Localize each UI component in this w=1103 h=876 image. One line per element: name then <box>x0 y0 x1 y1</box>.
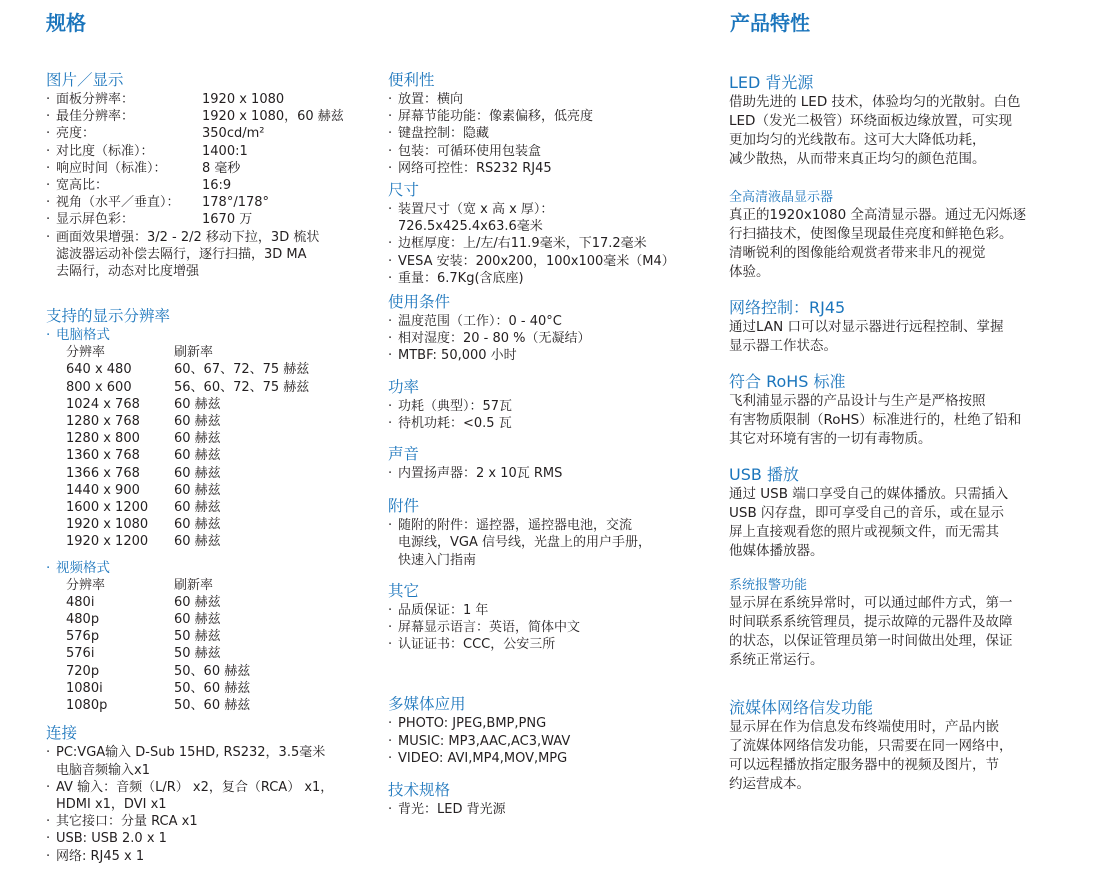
conditions-section <box>388 293 708 365</box>
cell: 720p <box>66 663 100 679</box>
spec-item: · 随附的附件：遥控器，遥控器电池，交流 <box>398 517 708 534</box>
feature-line: 更加均匀的光线散布。这可大大降低功耗， <box>729 132 986 148</box>
multimedia-title: 多媒体应用 <box>388 695 466 714</box>
connection-item: · AV 输入：音频（L/R） x2，复合（RCA） x1， <box>56 779 376 796</box>
tech-spec-title: 技术规格 <box>388 781 451 800</box>
sound-title: 声音 <box>388 445 420 464</box>
spec-item: · VESA 安装：200x200，100x100毫米（M4） <box>398 253 708 270</box>
feature-line: 借助先进的 LED 技术，体验均匀的光散射。白色 <box>729 94 1021 110</box>
cell: 1280 x 768 <box>66 414 140 430</box>
cell: 50 赫兹 <box>174 629 221 645</box>
feature-line: 体验。 <box>729 264 770 280</box>
feature-line: 飞利浦显示器的产品设计与生产是严格按照 <box>729 393 986 409</box>
spec-value: 1400:1 <box>202 143 248 159</box>
spec-item: · 键盘控制：隐藏 <box>398 125 708 142</box>
cell: 480i <box>66 594 95 610</box>
feature-line: 有害物质限制（RoHS）标准进行的，杜绝了铅和 <box>729 412 1022 428</box>
feature-line: 了流媒体网络信发功能，只需要在同一网络中， <box>729 738 1013 754</box>
spec-item: · 放置：横向 <box>398 91 708 108</box>
spec-item-cont: 电源线，VGA 信号线，光盘上的用户手册， <box>398 535 651 551</box>
spec-key: · 响应时间（标准）： <box>56 160 202 177</box>
spec-item: · 内置扬声器：2 x 10瓦 RMS <box>398 465 708 482</box>
column-header: 分辨率 <box>66 345 106 361</box>
connection-item-cont: HDMI x1，DVI x1 <box>56 796 167 812</box>
table-row <box>66 697 376 714</box>
other-section <box>388 582 708 654</box>
multimedia-section <box>388 695 708 767</box>
feature-line: 行扫描技术，使图像呈现最佳亮度和鲜艳色彩。 <box>729 226 1013 242</box>
column-header: 刷新率 <box>174 577 214 593</box>
size-section <box>388 181 708 287</box>
cell: 50 赫兹 <box>174 646 221 662</box>
spec-value: 8 毫秒 <box>202 160 241 176</box>
table-row <box>66 533 376 550</box>
cell: 1920 x 1200 <box>66 534 149 550</box>
feature-title: USB 播放 <box>729 465 799 484</box>
feature-line: USB 闪存盘，即可享受自己的音乐，或在显示 <box>729 505 1005 521</box>
spec-item: · MTBF: 50,000 小时 <box>398 347 708 364</box>
cell: 60、67、72、75 赫兹 <box>174 362 310 378</box>
table-row <box>66 594 376 611</box>
feature-line: 的状态，以保证管理员第一时间做出处理，保证 <box>729 633 1013 649</box>
table-row <box>66 413 376 430</box>
cell: 1920 x 1080 <box>66 517 149 533</box>
spec-key: · 视角（水平／垂直）： <box>56 194 202 211</box>
spec-row <box>56 177 376 194</box>
sound-section <box>388 445 708 482</box>
picture-display-section <box>46 71 376 280</box>
spec-key: · 亮度： <box>56 125 202 142</box>
feature-streaming <box>729 698 1069 794</box>
spec-item: · PHOTO: JPEG,BMP,PNG <box>398 715 708 732</box>
specs-title: 规格 <box>46 11 86 35</box>
spec-value: 1670 万 <box>202 212 253 228</box>
spec-value: 178°/178° <box>202 195 270 211</box>
spec-item-cont: 快速入门指南 <box>398 552 477 568</box>
feature-alarm <box>729 577 1069 670</box>
spec-item: · 重量：6.7Kg(含底座) <box>398 270 708 287</box>
cell: 576p <box>66 629 100 645</box>
cell: 60 赫兹 <box>174 465 221 481</box>
spec-item: · 认证证书：CCC，公安三所 <box>398 636 708 653</box>
spec-row <box>56 125 376 142</box>
table-row <box>66 465 376 482</box>
feature-title: 符合 RoHS 标准 <box>729 372 846 391</box>
cell: 60 赫兹 <box>174 482 221 498</box>
cell: 50、60 赫兹 <box>174 698 251 714</box>
cell: 800 x 600 <box>66 379 132 395</box>
table-row <box>66 499 376 516</box>
spec-item: · 包装：可循环使用包装盒 <box>398 143 708 160</box>
cell: 60 赫兹 <box>174 534 221 550</box>
resolutions-section <box>46 307 376 714</box>
picture-display-title: 图片／显示 <box>46 71 124 89</box>
spec-key: · 面板分辨率： <box>56 91 202 108</box>
conditions-title: 使用条件 <box>388 293 451 312</box>
table-header <box>66 577 376 594</box>
cell: 1024 x 768 <box>66 396 140 412</box>
table-row <box>66 628 376 645</box>
spec-item: · MUSIC: MP3,AAC,AC3,WAV <box>398 733 708 750</box>
feature-line: 通过 USB 端口享受自己的媒体播放。只需插入 <box>729 486 1009 502</box>
size-title: 尺寸 <box>388 181 420 200</box>
other-title: 其它 <box>388 581 420 600</box>
tech-spec-section <box>388 781 708 818</box>
cell: 60 赫兹 <box>174 517 221 533</box>
feature-line: 显示屏在系统异常时，可以通过邮件方式，第一 <box>729 595 1013 611</box>
features-column <box>729 73 1069 794</box>
enhance-line: 滤波器运动补偿去隔行，逐行扫描，3D MA <box>56 246 307 262</box>
spec-item: · 相对湿度：20 - 80 %（无凝结） <box>398 330 708 347</box>
spec-row <box>56 143 376 160</box>
spec-item: · 屏幕节能功能：像素偏移，低亮度 <box>398 108 708 125</box>
spec-key: · 对比度（标准）： <box>56 143 202 160</box>
spec-item: · 网络可控性：RS232 RJ45 <box>398 160 708 177</box>
cell: 1080p <box>66 698 108 714</box>
cell: 480p <box>66 612 100 628</box>
spec-row <box>56 194 376 211</box>
connection-item-cont: 电脑音频输入x1 <box>56 762 150 778</box>
cell: 1440 x 900 <box>66 482 140 498</box>
feature-line: 其它对环境有害的一切有毒物质。 <box>729 431 932 447</box>
connection-title: 连接 <box>46 724 78 743</box>
spec-value: 16:9 <box>202 178 232 194</box>
spec-item: · 装置尺寸（宽 x 高 x 厚）： <box>398 201 708 218</box>
spec-row <box>56 211 376 228</box>
enhance-line: 去隔行，动态对比度增强 <box>56 264 200 280</box>
video-resolution-table <box>66 577 376 715</box>
feature-led <box>729 73 1069 169</box>
spec-value: 350cd/m² <box>202 126 265 142</box>
feature-title: 系统报警功能 <box>729 578 808 593</box>
cell: 60 赫兹 <box>174 414 221 430</box>
feature-line: 显示器工作状态。 <box>729 338 837 354</box>
accessories-section <box>388 497 708 569</box>
table-header <box>66 344 376 361</box>
spec-key: · 宽高比： <box>56 177 202 194</box>
table-row <box>66 379 376 396</box>
cell: 1280 x 800 <box>66 431 140 447</box>
specs-column-1 <box>46 71 376 865</box>
table-row <box>66 680 376 697</box>
feature-line: 系统正常运行。 <box>729 652 824 668</box>
feature-rohs <box>729 372 1069 449</box>
table-row <box>66 361 376 378</box>
convenience-title: 便利性 <box>388 71 435 89</box>
cell: 1080i <box>66 680 103 696</box>
feature-line: 屏上直接观看您的照片或视频文件，而无需其 <box>729 524 999 540</box>
column-header: 分辨率 <box>66 577 106 593</box>
cell: 1600 x 1200 <box>66 500 149 516</box>
spec-value: 1920 x 1080 <box>202 92 285 107</box>
cell: 60 赫兹 <box>174 612 221 628</box>
pc-resolution-table <box>66 344 376 550</box>
table-row <box>66 663 376 680</box>
power-section <box>388 378 708 432</box>
cell: 50、60 赫兹 <box>174 680 251 696</box>
features-title: 产品特性 <box>730 11 810 35</box>
cell: 1360 x 768 <box>66 448 140 464</box>
table-row <box>66 645 376 662</box>
cell: 50、60 赫兹 <box>174 663 251 679</box>
table-row <box>66 516 376 533</box>
cell: 576i <box>66 646 95 662</box>
feature-line: 显示屏在作为信息发布终端使用时，产品内嵌 <box>729 719 999 735</box>
cell: 60 赫兹 <box>174 396 221 412</box>
spec-item-cont: 726.5x425.4x63.6毫米 <box>398 219 543 235</box>
feature-line: LED（发光二极管）环绕面板边缘放置，可实现 <box>729 113 1012 129</box>
enhance-line: · 画面效果增强：3/2 - 2/2 移动下拉，3D 梳状 <box>56 229 376 246</box>
spec-item: · 背光：LED 背光源 <box>398 801 708 818</box>
table-row <box>66 611 376 628</box>
pc-format-title: · 电脑格式 <box>56 327 376 344</box>
spec-row <box>56 91 376 108</box>
feature-title: 网络控制：RJ45 <box>729 298 846 317</box>
feature-network <box>729 298 1069 356</box>
cell: 60 赫兹 <box>174 500 221 516</box>
cell: 640 x 480 <box>66 362 132 378</box>
spec-item: · 待机功耗：<0.5 瓦 <box>398 415 708 432</box>
feature-line: 减少散热，从而带来真正均匀的颜色范围。 <box>729 151 986 167</box>
connection-item: · 其它接口：分量 RCA x1 <box>56 813 376 830</box>
specs-column-2 <box>388 71 708 818</box>
connection-item: · USB: USB 2.0 x 1 <box>56 830 376 847</box>
feature-line: 时间联系系统管理员，提示故障的元器件及故障 <box>729 614 1013 630</box>
table-row <box>66 396 376 413</box>
spec-key: · 最佳分辨率： <box>56 108 202 125</box>
spec-row <box>56 160 376 177</box>
feature-line: 清晰锐利的图像能给观赏者带来非凡的视觉 <box>729 245 986 261</box>
feature-line: 通过LAN 口可以对显示器进行远程控制、掌握 <box>729 319 1004 335</box>
spec-item: · 屏幕显示语言：英语，简体中文 <box>398 619 708 636</box>
convenience-section <box>388 71 708 177</box>
feature-title: LED 背光源 <box>729 73 814 92</box>
video-format-title: · 视频格式 <box>56 560 376 577</box>
spec-item: · VIDEO: AVI,MP4,MOV,MPG <box>398 750 708 767</box>
table-row <box>66 430 376 447</box>
feature-fullhd <box>729 189 1069 282</box>
connection-item: · PC:VGA输入 D-Sub 15HD, RS232，3.5毫米 <box>56 744 376 761</box>
feature-line: 他媒体播放器。 <box>729 543 824 559</box>
cell: 1366 x 768 <box>66 465 140 481</box>
feature-title: 流媒体网络信发功能 <box>729 698 874 717</box>
cell: 56、60、72、75 赫兹 <box>174 379 310 395</box>
table-row <box>66 447 376 464</box>
feature-line: 真正的1920x1080 全高清显示器。通过无闪烁逐 <box>729 207 1026 223</box>
power-title: 功率 <box>388 377 420 396</box>
connection-section <box>46 724 376 864</box>
connection-item: · 网络: RJ45 x 1 <box>56 848 376 865</box>
column-header: 刷新率 <box>174 345 214 361</box>
cell: 60 赫兹 <box>174 594 221 610</box>
cell: 60 赫兹 <box>174 448 221 464</box>
resolutions-title: 支持的显示分辨率 <box>46 307 171 326</box>
feature-line: 可以远程播放指定服务器中的视频及图片，节 <box>729 757 999 773</box>
spec-value: 1920 x 1080，60 赫兹 <box>202 109 344 125</box>
spec-key: · 显示屏色彩： <box>56 211 202 228</box>
cell: 60 赫兹 <box>174 431 221 447</box>
spec-item: · 功耗（典型）：57瓦 <box>398 398 708 415</box>
feature-line: 约运营成本。 <box>729 776 810 792</box>
spec-item: · 温度范围（工作）：0 - 40°C <box>398 313 708 330</box>
table-row <box>66 482 376 499</box>
accessories-title: 附件 <box>388 497 420 516</box>
feature-usb <box>729 465 1069 561</box>
spec-row <box>56 108 376 125</box>
spec-item: · 边框厚度：上/左/右11.9毫米，下17.2毫米 <box>398 235 708 252</box>
feature-title: 全高清液晶显示器 <box>729 190 834 205</box>
spec-item: · 品质保证：1 年 <box>398 602 708 619</box>
